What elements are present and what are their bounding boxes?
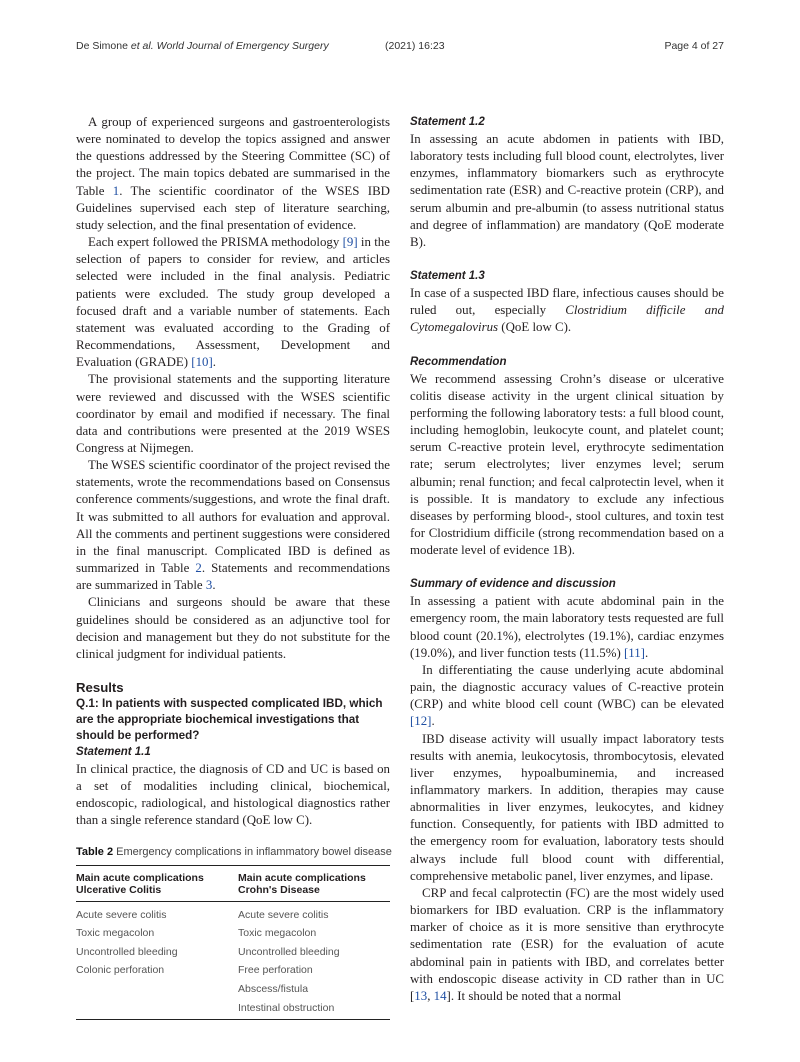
statement-1-1-heading: Statement 1.1 [76,746,151,758]
table-2-caption: Table 2 Emergency complications in inflammatory bowel disease [76,845,392,858]
table-row [76,999,390,1020]
reference-12-link[interactable]: [12] [410,714,432,729]
table-2-link[interactable]: 2 [195,561,202,576]
summary-of-evidence-heading: Summary of evidence and discussion [410,578,616,591]
header-page-number: Page 4 of 27 [664,40,724,52]
table-row [76,901,390,924]
summary-paragraph-4: CRP and fecal calprotectin (FC) are the most widely used biomarkers for IBD evaluation. CRP is the inflammatory marker of choice as it is more sensitive than erythrocyte sedimentation rate (ESR) for the evaluation of acute abdominal pain in patients with IBD, and correlates better with endoscopic disease activity in CD rather than in UC [13, 14]. It should be noted that a normal [410,885,724,1003]
table-cell: Toxic megacolon [76,927,155,940]
table-cell: Colonic perforation [76,964,165,977]
reference-10-link[interactable]: [10] [191,355,213,370]
paragraph-provisional-statements: The provisional statements and the supporting literature were reviewed and discussed with the WSES scientific coordinator by email and modified if necessary. The final data and contributions were presented at the 2019 WSES Congress at Nijmegen. [76,372,390,455]
reference-11-link[interactable]: [11] [623,645,645,660]
table-cell: Acute severe colitis [76,908,167,921]
recommendation-heading: Recommendation [410,355,507,368]
right-column [410,114,724,1005]
table-cell: Intestinal obstruction [238,1001,335,1014]
paragraph-coordinator-revision: The WSES scientific coordinator of the project revised the statements, wrote the recommendations based on Consensus conference comments/suggestions, and wrote the final draft. It was submitted to all authors for evaluation and approval. All the comments and pertinent suggestions were considered in the final manuscript. Complicated IBD is defined as summarized in Table 2. Statements and recommendations are summarized in Table 3. [76,458,390,593]
table-row [76,943,390,962]
table-cell [76,999,238,1020]
header-authors: De Simone et al. World Journal of Emergency Surgery [76,40,329,52]
table-cell [76,980,238,999]
table-cell: Free perforation [238,964,313,977]
table-2 [76,845,390,1020]
table-row [76,924,390,943]
statement-1-1-text: In clinical practice, the diagnosis of CD and UC is based on a set of modalities including clinical, biochemical, endoscopic, radiological, and histological diagnostics rather than a single reference standard (QoE low C). [76,762,390,828]
statement-1-2-heading: Statement 1.2 [410,116,485,128]
table-2-grid [76,865,390,1020]
table-row [76,961,390,980]
summary-paragraph-1: In assessing a patient with acute abdominal pain in the emergency room, the main laboratory tests requested are full blood count (20.1%), electrolytes (19.1%), cardiac enzymes (19.0%), and liver function tests (11.5%) [11]. [410,594,724,660]
column-header-ulcerative-colitis: Main acute complications Ulcerative Colitis [76,865,238,901]
table-cell: Uncontrolled bleeding [238,945,340,958]
reference-9-link[interactable]: [9] [342,235,358,250]
summary-paragraph-3: IBD disease activity will usually impact laboratory tests results with anemia, leukocytosis, thrombocytosis, elevated liver enzymes, hypoalbuminemia, and increased inflammatory markers. In addition, therapies may cause abnormalities in liver enzymes, leukocytes, and kidney function. Consequently, for patients with IBD admitted to the emergency room for evaluation, laboratory tests should always include full blood count with differential, comprehensive metabolic panel, liver enzymes, and lipase. [410,731,724,883]
header-volume: (2021) 16:23 [385,40,445,52]
column-header-crohns-disease: Main acute complications Crohn's Disease [238,865,390,901]
statement-1-3-text: In case of a suspected IBD flare, infectious causes should be ruled out, especially Clostridium difficile and Cytomegalovirus (QoE low C). [410,286,724,335]
recommendation-text: We recommend assessing Crohn’s disease or ulcerative colitis disease activity in the urgent clinical situation by performing the following laboratory tests: a full blood count, including hemoglobin, leukocyte count, and platelet count; serum C-reactive protein level, erythrocyte sedimentation rate; serum electrolytes; liver enzymes level; serum albumin; renal function; and fecal calprotectin level, when it is possible. It is mandatory to exclude any infectious diseases by performing blood-, stool cultures, and toxin test for Clostridium difficile (strong recommendation based on a moderate level of evidence 1B). [410,371,724,558]
statement-1-2-text: In assessing an acute abdomen in patients with IBD, laboratory tests including full blood count, electrolytes, liver enzymes, inflammatory biomarkers such as erythrocyte sedimentation rate (ESR) and C-reactive protein (CRP), and serum albumin and pre-albumin (to assess nutritional status and degree of inflammation) are mandatory (QoE moderate B). [410,132,724,249]
reference-13-link[interactable]: 13 [414,988,428,1003]
left-column [76,114,390,1020]
table-cell: Uncontrolled bleeding [76,945,178,958]
paragraph-prisma: Each expert followed the PRISMA methodology [9] in the selection of papers to consider for review, and articles selected were included in the final analysis. Pediatric patients were excluded. The study group developed a focused draft and a variable number of statements. Each statement was evaluated according to the Grading of Recommendations, Assessment, Development and Evaluation (GRADE) [10]. [76,235,390,370]
table-cell: Acute severe colitis [238,908,329,921]
reference-14-link[interactable]: 14 [433,988,447,1003]
summary-paragraph-2: In differentiating the cause underlying acute abdominal pain, the diagnostic accuracy values of C-reactive protein (CRP) and white blood cell count (WBC) can be elevated [12]. [410,662,724,729]
statement-1-3-heading: Statement 1.3 [410,270,485,283]
table-3-link[interactable]: 3 [205,578,213,593]
running-header [76,40,724,56]
table-cell: Abscess/fistula [238,983,309,995]
paragraph-working-group: A group of experienced surgeons and gastroenterologists were nominated to develop the topics assigned and answer the questions addressed by the Steering Committee (SC) of the project. The main topics debated are summarised in the Table 1. The scientific coordinator of the WSES IBD Guidelines supervised each step of literature searching, study selection, and the final presentation of evidence. [76,115,390,232]
table-cell: Toxic megacolon [238,927,317,940]
question-1-heading: Q.1: In patients with suspected complicated IBD, which are the appropriate biochemical investigations that should be performed? [76,697,383,742]
table-1-link[interactable]: 1 [112,183,120,198]
table-header-row [76,865,390,901]
paragraph-adjunctive-tool: Clinicians and surgeons should be aware that these guidelines should be considered as an adjunctive tool for decision and management but they do not substitute for the clinical judgment for individual patients. [76,595,390,661]
table-row [76,980,390,999]
results-heading: Results [76,680,124,695]
